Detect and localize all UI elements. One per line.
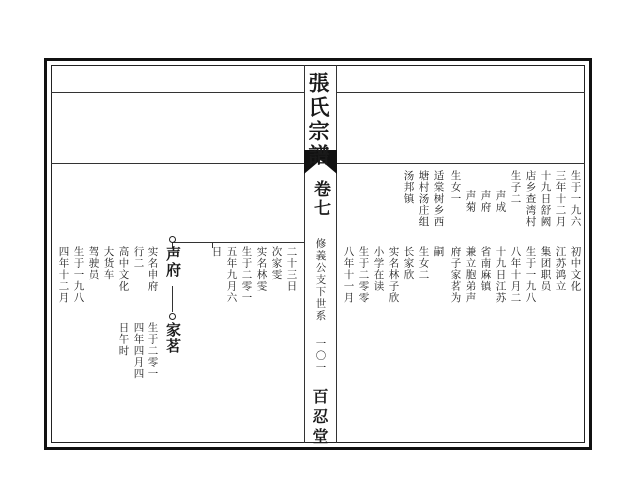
person-node [169,236,176,243]
text-column: 声成 [494,190,507,213]
spine-left-line [304,65,305,443]
text-column: 府子家茗为 [449,246,462,304]
text-column: 日 [210,246,223,258]
text-column: 生于一九八 [72,246,85,304]
section-label: 修義公支下世系 [314,238,327,322]
text-column: 声菊 [464,190,477,213]
text-column: 店乡查湾村 [524,170,537,228]
text-column: 八年十月二 [509,246,522,304]
text-column: 初中文化 [569,246,582,292]
lineage-connector [172,242,304,243]
person-name: 声府 [164,246,182,278]
text-column: 生于二零一 [146,322,159,380]
text-column: 四年十二月 [57,246,70,304]
lineage-connector [172,286,173,312]
person-node [169,313,176,320]
text-column: 省南麻镇 [479,246,492,292]
text-column: 小学在读 [372,246,385,292]
text-column: 四年四月四 [132,322,145,380]
text-column: 生子二 [509,170,522,205]
text-column: 实名申府 [146,246,159,292]
text-column: 驾驶员 [87,246,100,281]
volume-label: 卷七 [310,180,330,218]
text-column: 嗣 [432,246,445,258]
text-column: 实名林子欣 [387,246,400,304]
row-line [51,163,304,164]
hall-name: 百忍堂 [310,388,329,448]
text-column: 五年九月六 [225,246,238,304]
text-column: 生于一九六 [569,170,582,228]
text-column: 江苏鸿立 [554,246,567,292]
row-line [51,92,304,93]
genealogy-title: 張氏宗譜 [306,72,331,168]
text-column: 三年十二月 [554,170,567,228]
text-column: 日午时 [117,322,130,357]
text-column: 行二 [132,246,145,269]
text-column: 十九日江苏 [494,246,507,304]
text-column: 汤邦镇 [402,170,415,205]
text-column: 适棠树乡西 [432,170,445,228]
text-column: 生于二零一 [240,246,253,304]
text-column: 塘村汤庄组 [417,170,430,228]
text-column: 大货车 [102,246,115,281]
text-column: 高中文化 [117,246,130,292]
spine-right-line [336,65,337,443]
text-column: 兼立胞弟声 [464,246,477,304]
text-column: 八年十一月 [342,246,355,304]
text-column: 生于二零零 [357,246,370,304]
text-column: 生女二 [417,246,430,281]
text-column: 集团职员 [539,246,552,292]
text-column: 声府 [479,190,492,213]
text-column: 实名林雯 [255,246,268,292]
text-column: 次家雯 [270,246,283,281]
row-line [337,92,585,93]
person-name: 家茗 [164,322,182,354]
text-column: 生于一九八 [524,246,537,304]
text-column: 二十三日 [285,246,298,292]
row-line [337,163,585,164]
text-column: 生女一 [449,170,462,205]
page-number: 一〇一 [314,338,327,374]
text-column: 十九日舒阙 [539,170,552,228]
text-column: 长家欣 [402,246,415,281]
